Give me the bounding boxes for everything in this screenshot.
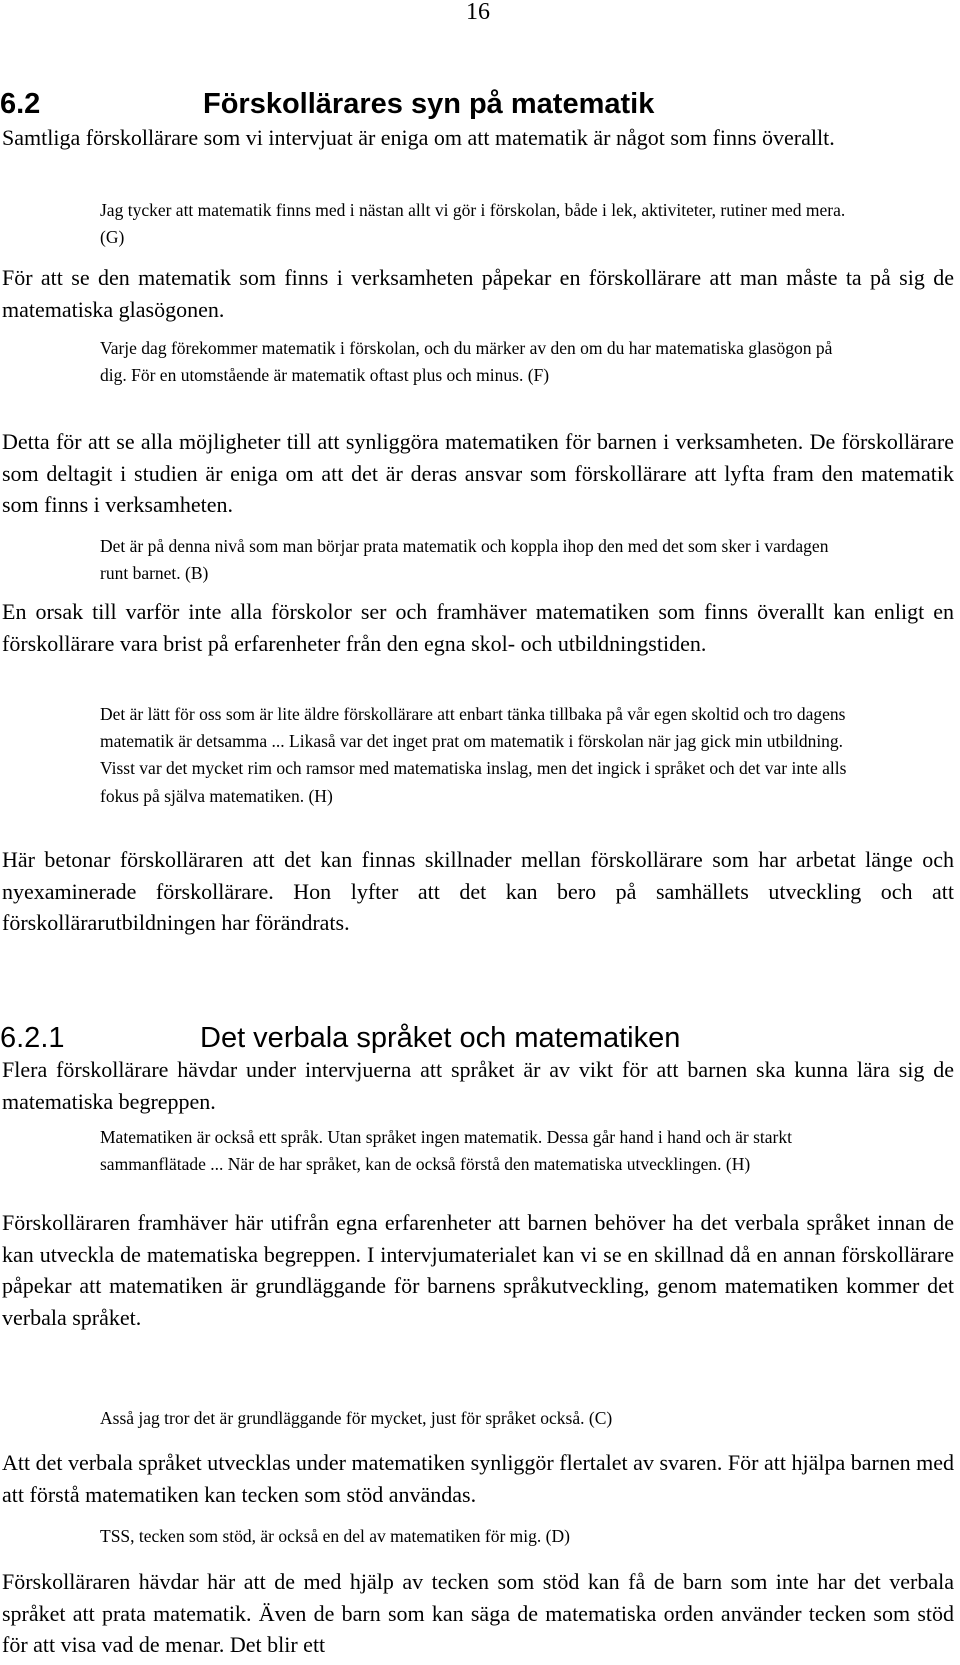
interview-quote: Asså jag tror det är grundläggande för mycket, just för språket också. (C) xyxy=(100,1408,613,1428)
paragraph: Förskolläraren framhäver här utifrån egna erfarenheter att barnen behöver ha det verbala språket innan de kan utveckla de matematiska begreppen. I intervjumaterialet kan vi se en skillnad då en annan förskollärare påpekar att matematiken är grundläggande för barnens språkutveckling, genom matematiken kommer det verbala språket. xyxy=(2,1210,954,1330)
paragraph: Samtliga förskollärare som vi intervjuat är eniga om att matematik är något som finns överallt. xyxy=(2,125,835,150)
paragraph: Detta för att se alla möjligheter till att synliggöra matematiken för barnen i verksamheten. De förskollärare som deltagit i studien är eniga om att det är deras ansvar som förskollärare att lyfta fram den matematik som finns i verksamheten. xyxy=(2,429,954,517)
paragraph: Här betonar förskolläraren att det kan finnas skillnader mellan förskollärare som har arbetat länge och nyexaminerade förskollärare. Hon lyfter att det kan bero på samhällets utveckling och att förskollärarutbildningen har förändrats. xyxy=(2,847,954,935)
section-number: 6.2 xyxy=(0,88,41,120)
section-title: Förskollärares syn på matematik xyxy=(203,88,655,120)
interview-quote: Matematiken är också ett språk. Utan språket ingen matematik. Dessa går hand i hand och är starkt sammanflätade ... När de har språket, kan de också förstå den matematiska utvecklingen. (H) xyxy=(100,1127,792,1175)
subsection-title: Det verbala språket och matematiken xyxy=(200,1022,681,1054)
interview-quote: Jag tycker att matematik finns med i nästan allt vi gör i förskolan, både i lek, aktiviteter, rutiner med mera. (G) xyxy=(100,200,846,248)
paragraph: Flera förskollärare hävdar under intervjuerna att språket är av vikt för att barnen ska kunna lära sig de matematiska begreppen. xyxy=(2,1057,954,1114)
paragraph: En orsak till varför inte alla förskolor ser och framhäver matematiken som finns överallt kan enligt en förskollärare vara brist på erfarenheter från den egna skol- och utbildningstiden. xyxy=(2,599,954,656)
subsection-number: 6.2.1 xyxy=(0,1022,65,1054)
paragraph: För att se den matematik som finns i verksamheten påpekar en förskollärare att man måste ta på sig de matematiska glasögonen. xyxy=(2,265,954,322)
paragraph: Förskolläraren hävdar här att de med hjälp av tecken som stöd kan få de barn som inte har det verbala språket att prata matematik. Även de barn som kan säga de matematiska orden använder tecken som stöd för att visa vad de menar. Det blir ett xyxy=(2,1569,954,1657)
interview-quote: Det är lätt för oss som är lite äldre förskollärare att enbart tänka tillbaka på vår egen skoltid och tro dagens matematik är detsamma ... Likaså var det inget prat om matematik i förskolan när jag gick min utbildning. Visst var det mycket rim och ramsor med matematiska inslag, men det ingick i språket och det var inte alls fokus på själva matematiken. (H) xyxy=(100,704,847,806)
page-number: 16 xyxy=(466,0,490,25)
interview-quote: Varje dag förekommer matematik i förskolan, och du märker av den om du har matematiska glasögon på dig. För en utomstående är matematik oftast plus och minus. (F) xyxy=(100,338,833,386)
interview-quote: TSS, tecken som stöd, är också en del av matematiken för mig. (D) xyxy=(100,1526,570,1546)
paragraph: Att det verbala språket utvecklas under matematiken synliggör flertalet av svaren. För att hjälpa barnen med att förstå matematiken kan tecken som stöd användas. xyxy=(2,1450,954,1507)
interview-quote: Det är på denna nivå som man börjar prata matematik och koppla ihop den med det som sker i vardagen runt barnet. (B) xyxy=(100,536,829,584)
